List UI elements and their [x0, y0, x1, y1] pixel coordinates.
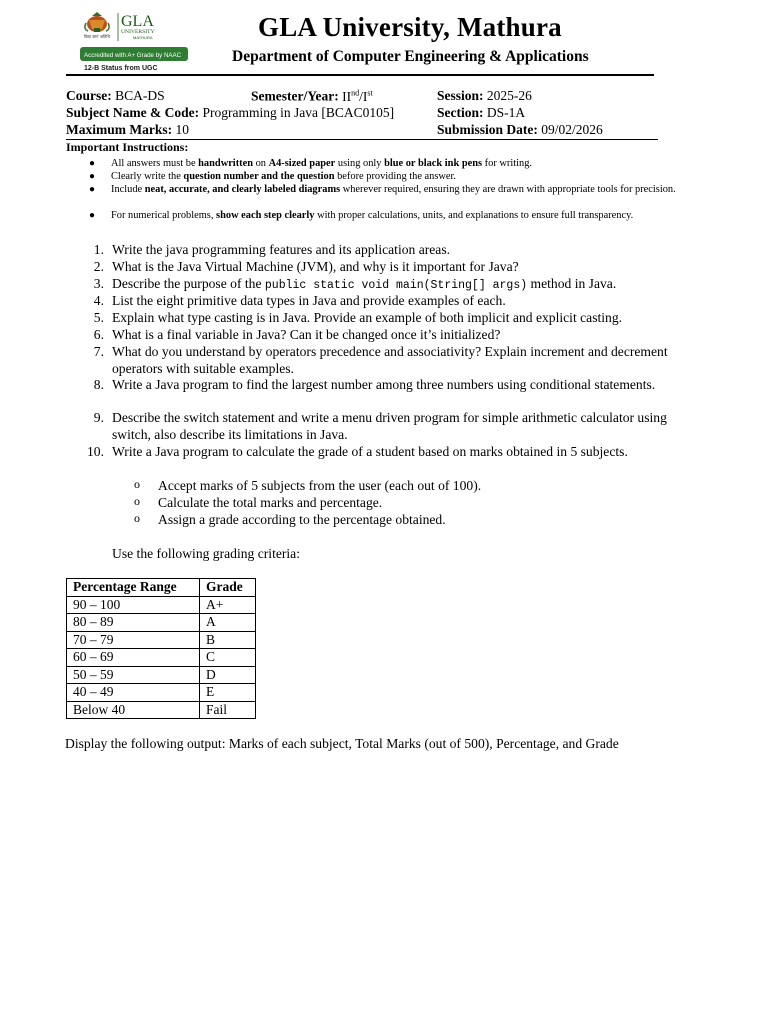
- criteria-text: Use the following grading criteria:: [112, 546, 300, 561]
- question-10: 10. Write a Java program to calculate the grade of a student based on marks obtained in 5 subjects.: [87, 444, 628, 459]
- max-marks-info: Maximum Marks: 10: [66, 122, 189, 137]
- svg-text:12-B Status from UGC: 12-B Status from UGC: [84, 65, 158, 72]
- department-title: Department of Computer Engineering & Applications: [232, 48, 589, 65]
- output-instruction: Display the following output: Marks of each subject, Total Marks (out of 500), Percentage, and Grade: [65, 736, 619, 751]
- semester-info: Semester/Year: IInd/Ist: [251, 88, 373, 104]
- course-info: Course: BCA-DS: [66, 88, 165, 103]
- table-cell: 80 – 89: [67, 614, 200, 632]
- table-cell: 50 – 59: [67, 666, 200, 684]
- university-title: GLA University, Mathura: [258, 12, 562, 42]
- question-1: 1. Write the java programming features and its application areas.: [93, 242, 451, 257]
- table-cell: 70 – 79: [67, 631, 200, 649]
- svg-text:Accredited with A+ Grade by NA: Accredited with A+ Grade by NAAC: [84, 52, 182, 59]
- column-header: Percentage Range: [67, 579, 200, 597]
- instruction-item: ● For numerical problems, show each step clearly with proper calculations, units, and explanations to ensure full transparency.: [89, 210, 634, 221]
- gla-university-logo: [78, 11, 192, 73]
- table-row: [67, 666, 256, 684]
- section-info: Section: DS-1A: [437, 105, 526, 120]
- table-row: [67, 631, 256, 649]
- emblem-icon: [85, 12, 109, 32]
- table-row: [67, 649, 256, 667]
- table-row: [67, 596, 256, 614]
- submission-date-info: Submission Date: 09/02/2026: [437, 122, 603, 137]
- instruction-item: ● Clearly write the question number and the question before providing the answer.: [89, 171, 456, 182]
- table-row: [67, 684, 256, 702]
- question-4: 4. List the eight primitive data types in Java and provide examples of each.: [93, 293, 506, 308]
- question-3: 3. Describe the purpose of the public static void main(String[] args) method in Java.: [93, 276, 617, 292]
- session-info: Session: 2025-26: [437, 88, 532, 103]
- table-cell: 60 – 69: [67, 649, 200, 667]
- header-divider: [66, 74, 654, 76]
- table-cell: D: [200, 666, 256, 684]
- question-8: 8. Write a Java program to find the largest number among three numbers using conditional statements.: [93, 377, 656, 392]
- question-5: 5. Explain what type casting is in Java. Provide an example of both implicit and explicit casting.: [93, 310, 623, 325]
- svg-text:GLA: GLA: [121, 13, 154, 30]
- svg-text:UNIVERSITY: UNIVERSITY: [121, 29, 155, 35]
- question-9: 9. Describe the switch statement and write a menu driven program for simple arithmetic calculator using switch, also describe its limitations in Java.: [93, 410, 667, 442]
- question-2: 2. What is the Java Virtual Machine (JVM), and why is it important for Java?: [93, 259, 519, 274]
- grading-criteria-table: [66, 578, 256, 719]
- svg-text:विद्या ज्ञानं अतिथि: विद्या ज्ञानं अतिथि: [83, 34, 111, 39]
- table-cell: 40 – 49: [67, 684, 200, 702]
- table-cell: Fail: [200, 701, 256, 719]
- table-row: [67, 701, 256, 719]
- instructions-heading: Important Instructions:: [66, 140, 189, 154]
- subject-info: Subject Name & Code: Programming in Java [BCAC0105]: [66, 105, 395, 120]
- question-7: 7. What do you understand by operators precedence and associativity? Explain increment and decrement operators with suitable examples.: [93, 344, 668, 376]
- semester-value: IInd/Ist: [342, 88, 373, 104]
- question-6: 6. What is a final variable in Java? Can it be changed once it’s initialized?: [93, 327, 501, 342]
- table-cell: C: [200, 649, 256, 667]
- column-header: Grade: [200, 579, 256, 597]
- table-cell: B: [200, 631, 256, 649]
- requirement-item: o Assign a grade according to the percentage obtained.: [134, 511, 446, 527]
- main-method-code: public static void main(String[] args): [264, 279, 528, 292]
- table-cell: 90 – 100: [67, 596, 200, 614]
- requirement-item: o Calculate the total marks and percentage.: [134, 494, 383, 510]
- table-row: [67, 614, 256, 632]
- instruction-item: ● Include neat, accurate, and clearly labeled diagrams wherever required, ensuring they are drawn with appropriate tools for precision.: [89, 184, 676, 195]
- table-cell: A+: [200, 596, 256, 614]
- table-header-row: [67, 579, 256, 597]
- table-cell: Below 40: [67, 701, 200, 719]
- svg-text:MATHURA: MATHURA: [133, 35, 153, 40]
- table-cell: E: [200, 684, 256, 702]
- requirement-item: o Accept marks of 5 subjects from the user (each out of 100).: [134, 477, 482, 493]
- instruction-item: ● All answers must be handwritten on A4-sized paper using only blue or black ink pens for writing.: [89, 158, 532, 169]
- table-cell: A: [200, 614, 256, 632]
